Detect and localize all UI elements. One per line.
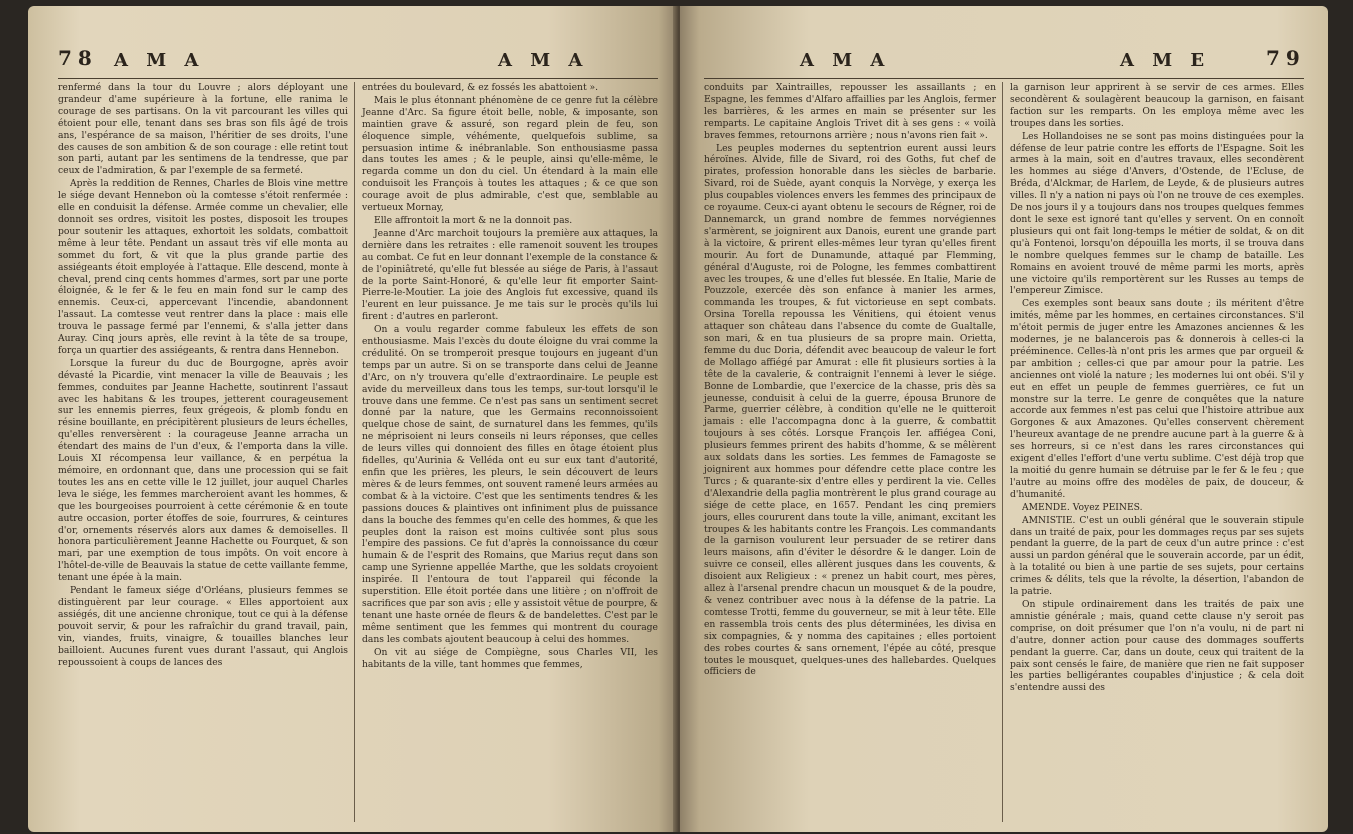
running-head-right-b: A M E — [1120, 50, 1211, 71]
paragraph: entrées du boulevard, & ez fossés les abattoient ». — [362, 82, 599, 93]
paragraph: On stipule ordinairement dans les traités de paix une amnistie générale ; mais, quand cette clause n'y seroit pas comprise, on doit présumer que l'on n'a voulu, ni de part ni d'autre, donner action pour cause des dommages soufferts pendant la guerre. Car, dans un doute, ceux qui traitent de la paix sont censés le faire, de manière que rien ne fait supposer les parties belligérantes coupables d'injustice ; & cela doit s'entendre aussi des — [1010, 598, 1304, 694]
left-page — [28, 6, 678, 832]
right-column-2 — [1010, 82, 1304, 695]
paragraph: On a voulu regarder comme fabuleux les effets de son enthousiasme. Mais l'excès du doute éloigne du vrai comme la crédulité. On se tromperoit presque toujours en jugeant d'un temps par un autre. Si on se transporte dans celui de Jeanne d'Arc, on n'y trouvera qu'elle d'extraordinaire. Le peuple est avide du merveilleux dans tous les temps, sur-tout lorsqu'il le trouve dans une femme. Ce n'est pas sans un sentiment secret donné par la nature, que les Germains reconnoissoient quelque chose de saint, de surnaturel dans les femmes, qu'ils ne méprisoient ni leurs conseils ni leurs réponses, que celles de leurs villes qui donnoient des filles en ôtage étoient plus fidelles, qu'Aurinia & Velléda ont eu sur eux tant d'autorité, enfin que les prières, les pleurs, le sein découvert de leurs mères & de leurs femmes, ont souvent ramené leurs armées au combat & à la victoire. C'est que les sentiments tendres & les passions douces & plaintives ont infiniment plus de puissance dans la bouche des femmes qu'en celle des hommes, & que les peuples dont la raison est moins cultivée sont plus sous l'empire des passions. Ce fut d'après la connoissance du cœur humain & de l'esprit des Romains, que Marius reçut dans son camp une Syrienne appellée Marthe, que les soldats croyoient inspirée. Il l'entoura de tout l'appareil qui féconde la superstition. Elle étoit portée dans une litière ; on n'offroit de sacrifices que par son avis ; elle y assistoit vêtue de pourpre, & tenant une haste ornée de fleurs & de bandelettes. C'est par le même sentiment que les femmes qui montrent du courage dans les combats ajoutent beaucoup à celui des hommes. — [362, 324, 659, 645]
paragraph: Lorsque la fureur du duc de Bourgogne, après avoir dévasté la Picardie, vint menacer la ville de Beauvais ; les femmes, conduites par Jeanne Hachette, soutinrent l'assaut avec les habitans & les troupes, jetterent courageusement sur les ennemis pierres, feux grégeois, & plomb fondu en résine bouillante, en précipitèrent plusieurs de leurs échelles, qu'elles renversèrent : la courageuse Jeanne arracha un étendart des mains de l'un d'eux, & l'emporta dans la ville. Louis XI récompensa leur vaillance, & en perpétua la mémoire, en ordonnant que, dans une procession qui se fait toutes les ans en cette ville le 12 juillet, jour auquel Charles leva le siége, les femmes marcheroient avant les hommes, & que les bourgeoises pourroient à cette cérémonie & en toute autre occasion, porter étoffes de soie, fourrures, & ceintures d'or, ornements réservés alors aux dames & demoiselles. Il honora particulièrement Jeanne Hachette ou Fourquet, & son mari, par une exemption de tous impôts. On voit encore à l'hôtel-de-ville de Beauvais la statue de cette vaillante femme, tenant une épée à la main. — [58, 357, 348, 584]
paragraph: Après la reddition de Rennes, Charles de Blois vine mettre le siége devant Hennebon où la comtesse s'étoit renfermée : elle en conduisit la défense. Armée comme un chevalier, elle donnoit ses ordres, visitoit les postes, disposoit les troupes pour soutenir les attaques, exhortoit les soldats, combattoit même à leur tête. Pendant un assaut très vif elle monta au sommet du fort, & vit que la plus grande partie des assiégeants étoit employée à l'attaque. Elle descend, monte à cheval, prend cinq cents hommes d'armes, sort par une porte éloignée, & le fer & le feu en main fond sur le camp des ennemis. Ceux-ci, appercevant l'incendie, abandonnent l'assaut. La comtesse veut rentrer dans la place : mais elle trouva le passage fermé par l'ennemi, & s'alla jetter dans Auray. Cinq jours après, elle revint à la tête de sa troupe, força un quartier des assiégeants, & rentra dans Hennebon. — [58, 178, 348, 356]
paragraph: AMNISTIE. C'est un oubli général que le souverain stipule dans un traité de paix, pour les dommages reçus par ses sujets pendant la guerre, de la part de ceux d'un autre prince : c'est aussi un pardon général que le souverain accorde, par un édit, à la totalité ou bien à une partie de ses sujets, pour certains crimes & délits, tels que la révolte, la désertion, l'abandon de la patrie. — [1010, 514, 1305, 598]
paragraph: Elle affrontoit la mort & ne la donnoit pas. — [374, 214, 573, 226]
paragraph: AMENDE. Voyez PEINES. — [1022, 501, 1143, 513]
book-spread — [28, 6, 1328, 832]
paragraph: la garnison leur apprirent à se servir de ces armes. Elles secondèrent & soulagèrent beaucoup la garnison, en faisant faction sur les remparts. On les employa même avec les troupes dans les sorties. — [1010, 82, 1304, 129]
running-head-right-a: A M A — [800, 50, 891, 71]
left-column-2 — [362, 82, 658, 671]
paragraph: Jeanne d'Arc marchoit toujours la première aux attaques, la dernière dans les retraites : elle ramenoit souvent les troupes au combat. Ce fut en leur donnant l'exemple de la constance & de l'opiniâtreté, qu'elle fut blessée au siége de Paris, à l'assaut de la porte Saint-Honoré, & qu'elle leur fit emporter Saint-Pierre-le-Moutier. La joie des Anglois fut excessive, quand ils l'eurent en leur puissance. Je me tais sur le procès qu'ils lui firent : d'autres en parleront. — [362, 227, 658, 323]
right-column-1 — [704, 82, 996, 679]
paragraph: On vit au siége de Compiègne, sous Charles VII, les habitants de la ville, tant hommes que femmes, — [362, 646, 658, 670]
right-page — [680, 6, 1328, 832]
column-divider-right — [1002, 82, 1003, 822]
header-rule-right — [704, 78, 1304, 79]
running-head-left-a: A M A — [114, 50, 205, 71]
paragraph: renfermé dans la tour du Louvre ; alors déployant une grandeur d'ame supérieure à la fortune, elle ranima le courage de ses partisans. On la vit parcourant les villes qui étoient pour elle, tenant dans ses bras son fils âgé de trois ans, l'espérance de sa maison, l'héritier de ses droits, l'une des causes de son ambition & de son courage : elle retint tout son parti, autant par les sentimens de la tendresse, que par ceux de l'admiration, & par l'exemple de sa fermeté. — [58, 82, 348, 177]
paragraph: Ces exemples sont beaux sans doute ; ils méritent d'être imités, même par les hommes, en certaines circonstances. S'il m'étoit permis de juger entre les Amazones anciennes & les modernes, je ne balancerois pas & donnerois à celles-ci la prééminence. Celles-là n'ont pris les armes que par orgueil & par ambition ; celles-ci que par amour pour la patrie. Les anciennes ont violé la nature ; les modernes lui ont obéi. S'il y eut en effet un peuple de femmes guerrières, ce fut un monstre sur la terre. Le genre de conquêtes que la nature accorde aux femmes n'est pas celui que l'histoire attribue aux Gorgones & aux Amazones. Qu'elles conservent chèrement l'heureux avantage de ne prendre aucune part à la guerre & à ses horreurs, si ce n'est dans les rares circonstances qui exigent d'elles l'effort d'une vertu sublime. C'est déjà trop que la moitié du genre humain se détruise par le fer & le feu ; que l'autre au moins offre des modèles de paix, de douceur, & d'humanité. — [1010, 298, 1304, 500]
paragraph: Les peuples modernes du septentrion eurent aussi leurs héroïnes. Alvide, fille de Sivard, roi des Goths, fut chef de pirates, profession honorable dans les siècles de barbarie. Sivard, roi de Suède, ayant conquis la Norvège, y exerça les plus coupables violences envers les femmes des principaux de ce royaume. Ceux-ci ayant obtenu le secours de Régner, roi de Dannemarck, un grand nombre de femmes norvégiennes s'armèrent, se joignirent aux Danois, eurent une grande part à la victoire, & prirent elles-mêmes leur tyran qu'elles firent mourir. Au fort de Dunamunde, attaqué par Flemming, général d'Auguste, roi de Pologne, les femmes combattirent avec les troupes, & une d'elles fut blessée. En Italie, Marie de Pouzzole, exercée dès son enfance à manier les armes, commanda les troupes, & fut victorieuse en sept combats. Orsina Torella repoussa les Vénitiens, qui étoient venus attaquer son château dans l'absence du comte de Gualtalle, son mari, & en tua plusieurs de sa propre main. Orietta, femme du duc Doria, défendit avec beaucoup de valeur le fort de Mollago affiégé par Amurat : elle fit plusieurs sorties à la tête de la cavalerie, & contraignit l'ennemi à lever le siége. Bonne de Lombardie, que l'exercice de la chasse, pris dès sa jeunesse, conduisit à celui de la guerre, épousa Brunore de Parme, guerrier célèbre, à condition qu'elle ne le quitteroit jamais : elle l'accompagna donc à la guerre, & combattit toujours à ses côtés. Lorsque François Ier. affiégea Coni, plusieurs femmes prirent des habits d'homme, & se mêlèrent aux soldats dans les sorties. Les femmes de Famagoste se joignirent aux hommes pour défendre cette place contre les Turcs ; & quarante-six d'entre elles y perdirent la vie. Celles d'Alexandrie della paglia montrèrent le plus grand courage au siége de cette place, en 1657. Pendant les cinq premiers jours, elles coururent dans toute la ville, animant, excitant les troupes & les habitants contre les François. Les commandants de la garnison voulurent leur persuader de se retirer dans leurs maisons, afin d'éviter le désordre & le danger. Loin de suivre ce conseil, elles allèrent jusques dans les couvents, & disoient aux Religieux : « prenez un habit court, mes pères, allez à l'arsenal prendre chacun un mousquet & de la poudre, & venez contribuer avec nous à la défense de la patrie. La comtesse Trotti, femme du gouverneur, se mit à leur tête. Elle en rassembla trois cents des plus déterminées, les divisa en six compagnies, & y nomma des capitaines ; elles portoient des robes courtes & sans ornement, l'épée au côté, presque toutes le mousquet, quelques-unes des hallebardes. Quelques officiers de — [704, 142, 996, 678]
running-head-left-b: A M A — [498, 50, 589, 71]
left-column-1 — [58, 82, 348, 669]
paragraph: Pendant le fameux siége d'Orléans, plusieurs femmes se distinguèrent par leur courage. « Elles apportoient aux assiégés, dit une ancienne chronique, tout ce qui à la défense pouvoit servir, & pour les rafraîchir du grand travail, pain, vin, viandes, fruits, vinaigre, & touailles blanches leur bailloient. Aucunes furent vues durant l'assaut, qui Anglois repoussoient à coups de lances des — [58, 585, 348, 668]
paragraph: conduits par Xaintrailles, repousser les assaillants ; en Espagne, les femmes d'Alfaro affaillies par les Anglois, fermer les barrières, & les armes en main se présenter sur les remparts. Le capitaine Anglois Trivet dit à ses gens : « voilà braves femmes, retournons arrière ; nous n'avons rien fait ». — [704, 82, 996, 141]
column-divider-left — [354, 82, 355, 822]
header-rule-left — [58, 78, 658, 79]
paragraph: Les Hollandoises ne se sont pas moins distinguées pour la défense de leur patrie contre les efforts de l'Espagne. Soit les armes à la main, soit en d'autres travaux, elles secondèrent les hommes au siége d'Anvers, d'Ostende, de l'Ecluse, de Bréda, d'Alckmar, de Harlem, de Leyde, & de plusieurs autres villes. Il n'y a nation ni pays où l'on ne trouve de ces exemples. De nos jours il y a toujours dans nos troupes quelques femmes dont le sexe est ignoré tant qu'elles y servent. On en connoît plusieurs qui ont fait long-temps le métier de soldat, & on dit qu'à Fontenoi, lorsqu'on dépouilla les morts, il se trouva dans le nombre quelques femmes sur le champ de bataille. Les Romains en avoient trouvé de même parmi les morts, après une victoire qu'ils remportèrent sur les Russes au temps de l'empereur Zimisce. — [1010, 130, 1304, 297]
page-number-right: 79 — [1266, 46, 1306, 70]
paragraph: Mais le plus étonnant phénomène de ce genre fut la célèbre Jeanne d'Arc. Sa figure étoit belle, noble, & imposante, son maintien grave & assuré, son regard plein de feu, son éloquence simple, véhémente, quelquefois sublime, sa persuasion intime & inébranlable. Son enthousiasme passa dans toutes les ames ; & le peuple, ainsi qu'elle-même, le regarda comme un don du ciel. Un étendard à la main elle conduisoit les François à toutes les attaques ; & ce que son courage avoit de plus admirable, c'est que, semblable au vertueux Mornay, — [362, 94, 658, 214]
page-number-left: 78 — [58, 46, 98, 70]
